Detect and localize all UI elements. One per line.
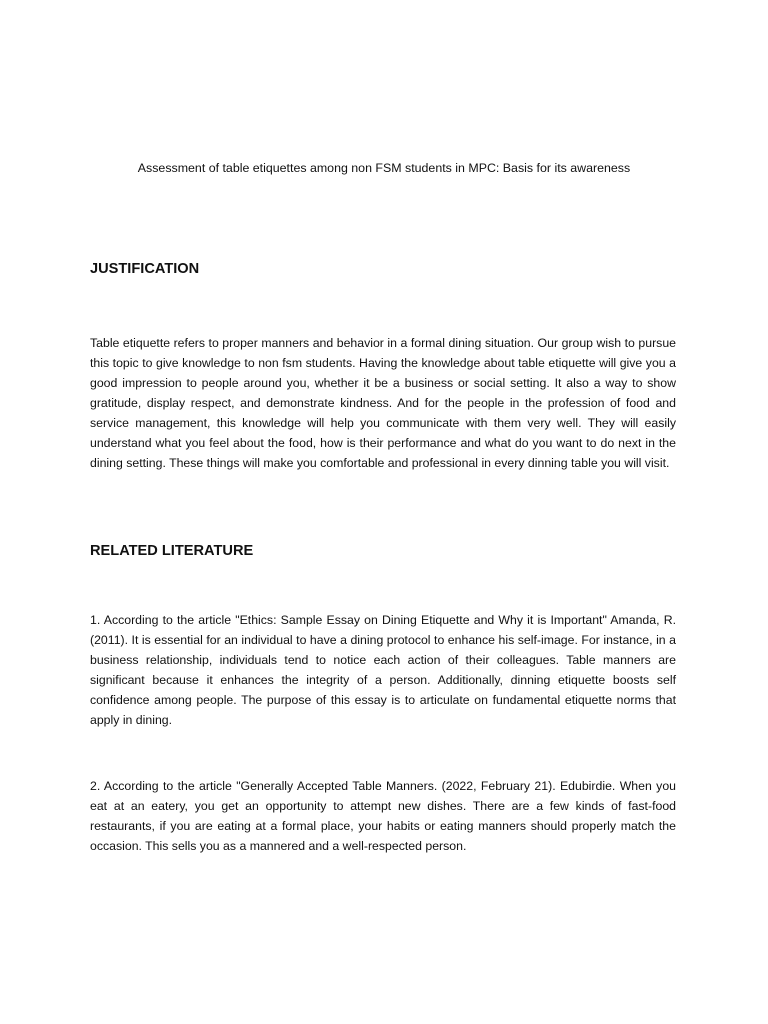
document-title: Assessment of table etiquettes among non FSM students in MPC: Basis for its awareness <box>137 161 631 175</box>
justification-paragraph: Table etiquette refers to proper manners and behavior in a formal dining situation. Our group wish to pursue this topic to give knowledge to non fsm students. Having the knowledge about table etiquette will give you a good impression to people around you, whether it be a business or social setting. It also a way to show gratitude, display respect, and demonstrate kindness. And for the people in the profession of food and service management, this knowledge will help you communicate with them very well. They will easily understand what you feel about the food, how is their performance and what do you want to do next in the dining setting. These things will make you comfortable and professional in every dinning table you will visit. <box>90 336 676 470</box>
related-literature-item-1: 1. According to the article "Ethics: Sample Essay on Dining Etiquette and Why it is Important" Amanda, R. (2011). It is essential for an individual to have a dining protocol to enhance his self-image. For instance, in a business relationship, individuals tend to notice each action of their colleagues. Table manners are significant because it enhances the integrity of a person. Additionally, dinning etiquette boosts self confidence among people. The purpose of this essay is to articulate on fundamental etiquette norms that apply in dining. <box>90 613 676 727</box>
justification-heading: JUSTIFICATION <box>90 261 200 277</box>
related-literature-item-2: 2. According to the article "Generally Accepted Table Manners. (2022, February 21). Edubirdie. When you eat at an eatery, you get an opportunity to attempt new dishes. There are a few kinds of fast-food restaurants, if you are eating at a formal place, your habits or eating manners should properly match the occasion. This sells you as a mannered and a well-respected person. <box>90 779 676 853</box>
related-literature-heading: RELATED LITERATURE <box>90 543 254 559</box>
